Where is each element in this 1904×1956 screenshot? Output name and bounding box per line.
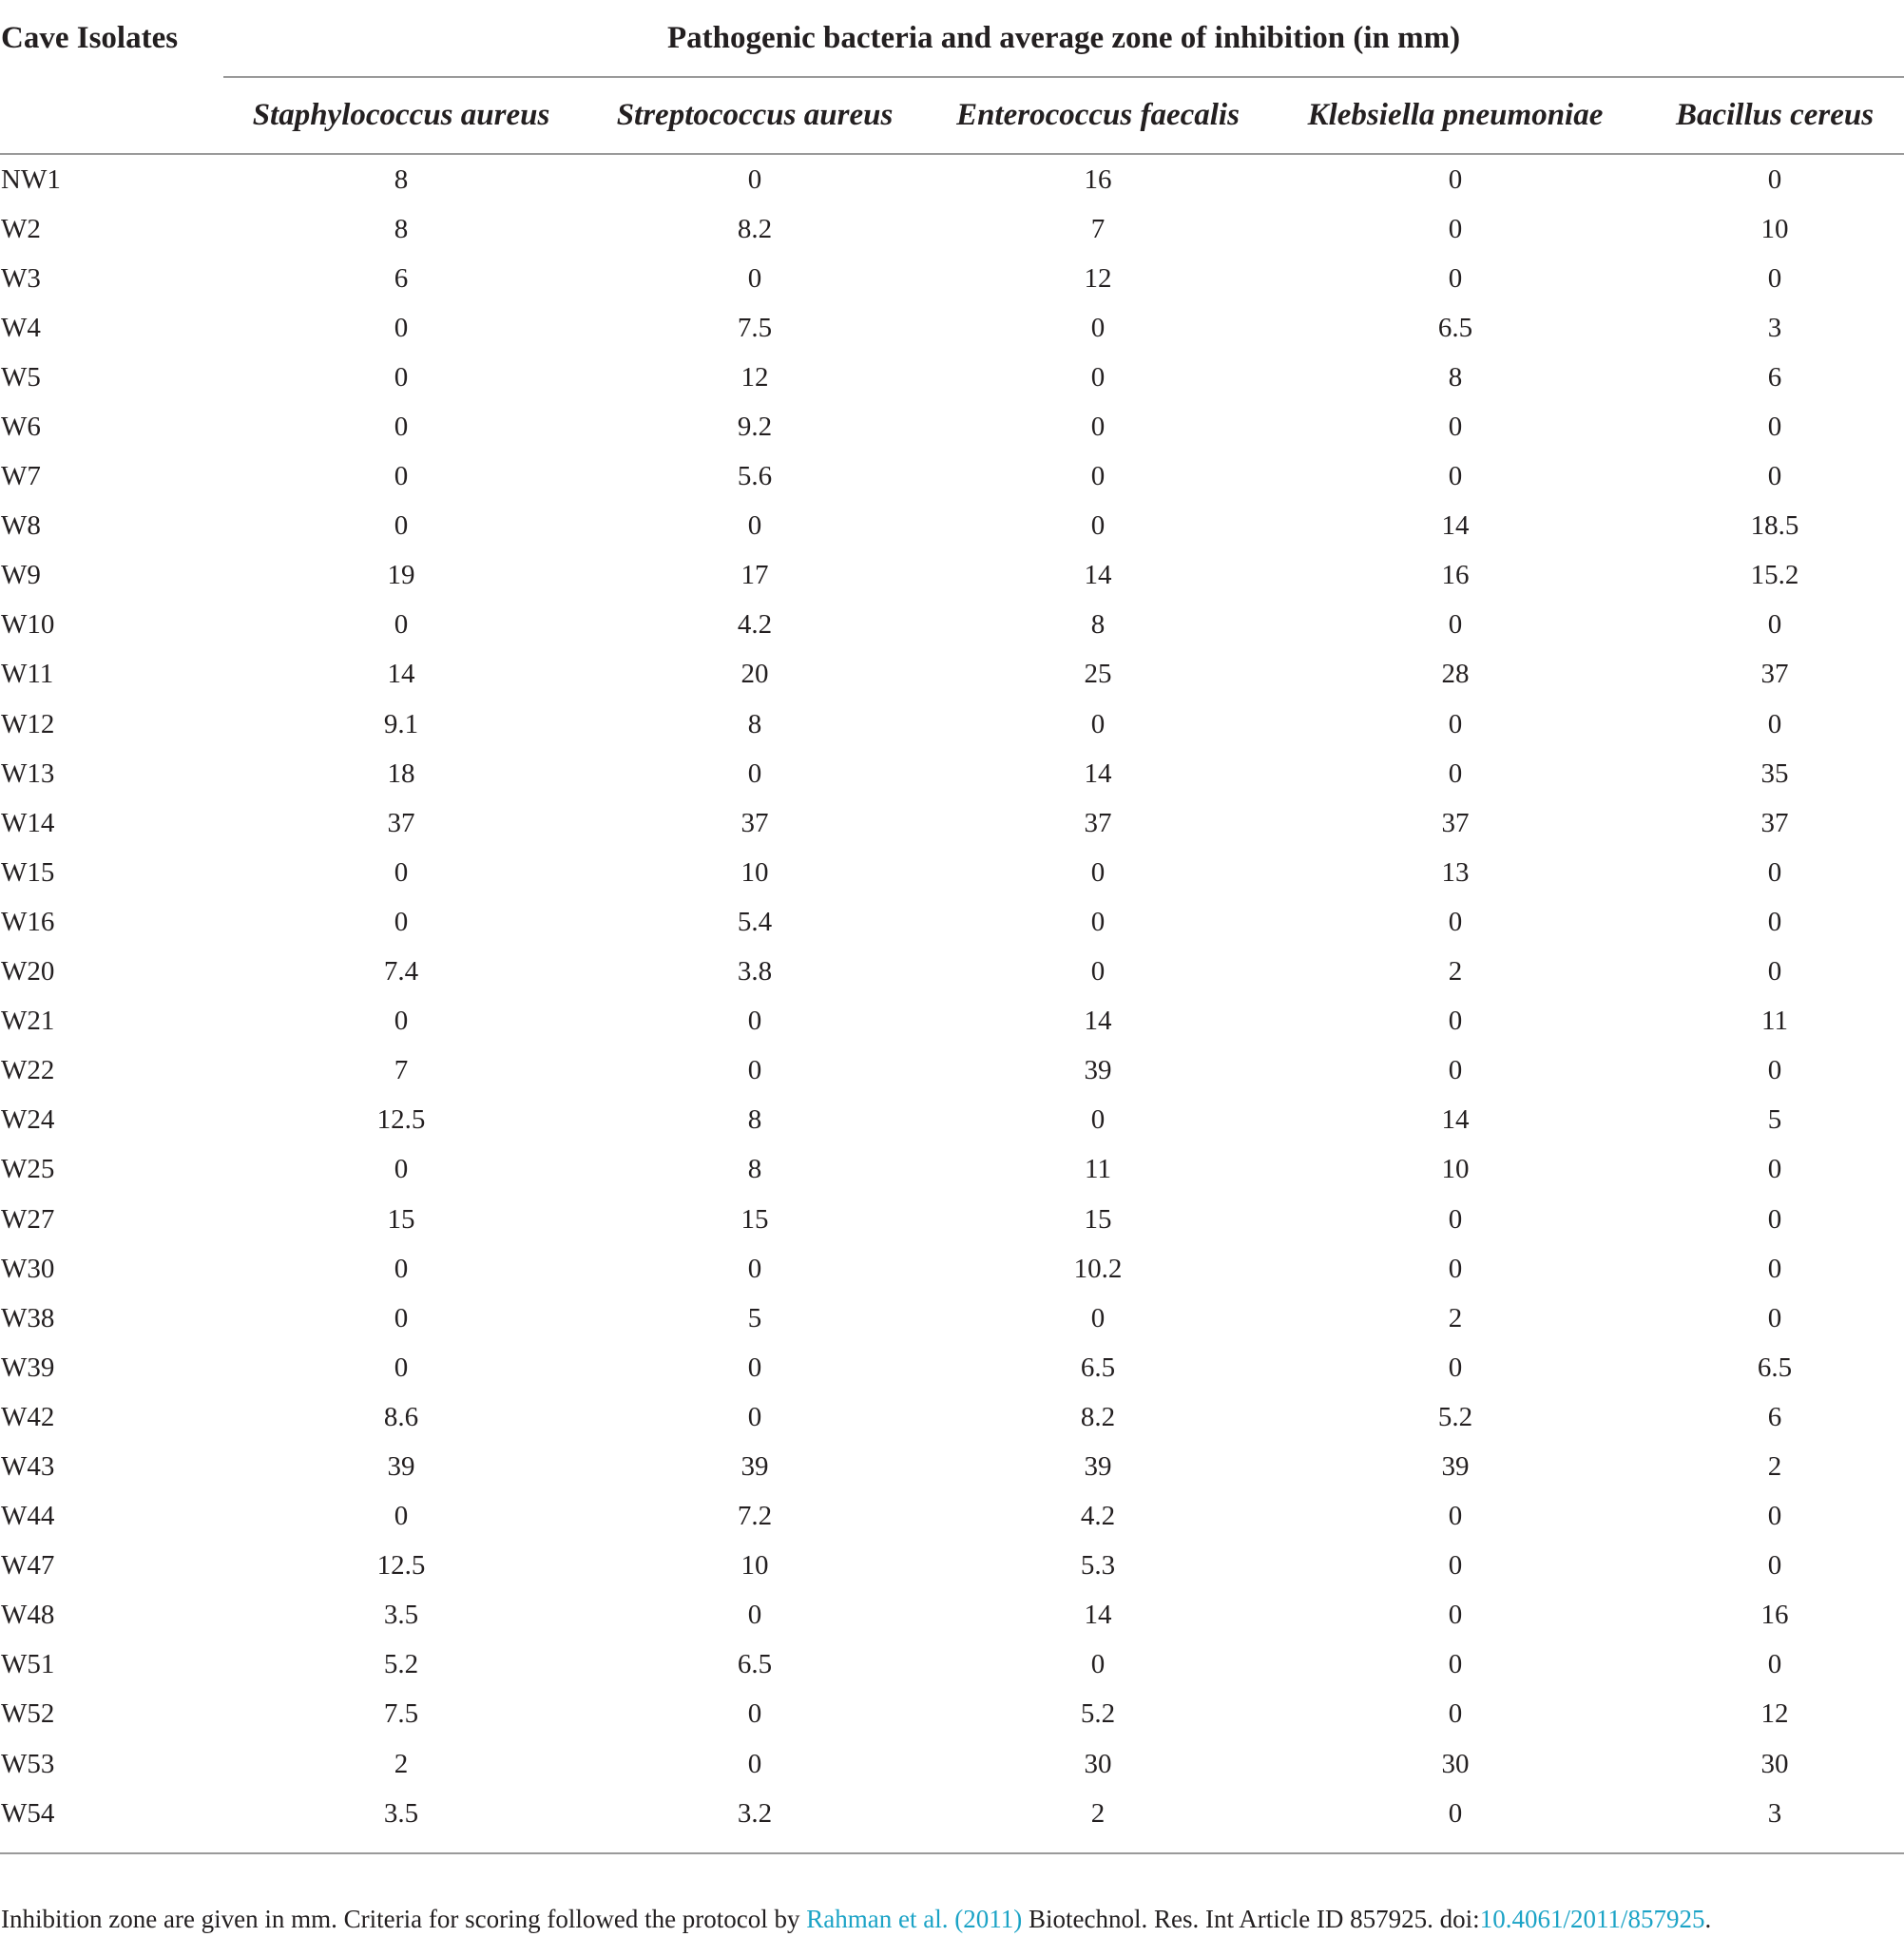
table-row xyxy=(0,551,1904,601)
value-cell: 6.5 xyxy=(1437,312,1473,343)
isolate-cell: W30 xyxy=(1,1253,55,1284)
table-row xyxy=(0,1343,1904,1392)
table-row xyxy=(0,254,1904,303)
value-cell: 3 xyxy=(1767,1797,1782,1829)
value-cell: 8 xyxy=(747,1154,762,1185)
value-cell: 0 xyxy=(1090,412,1106,443)
value-cell: 2 xyxy=(1448,956,1463,988)
value-cell: 0 xyxy=(1448,1600,1463,1631)
value-cell: 37 xyxy=(1760,659,1789,690)
value-cell: 17 xyxy=(740,560,769,591)
value-cell: 8.6 xyxy=(383,1401,419,1432)
value-cell: 4.2 xyxy=(1080,1501,1116,1532)
doi-link[interactable]: 10.4061/2011/857925 xyxy=(1479,1905,1705,1933)
isolate-cell: W54 xyxy=(1,1797,55,1829)
value-cell: 0 xyxy=(394,461,409,492)
value-cell: 0 xyxy=(747,1055,762,1086)
table-body xyxy=(0,154,1904,1838)
value-cell: 0 xyxy=(1448,262,1463,294)
value-cell: 7 xyxy=(1090,213,1106,244)
value-cell: 39 xyxy=(387,1450,415,1482)
isolate-cell: W22 xyxy=(1,1055,55,1086)
table-row xyxy=(0,303,1904,353)
value-cell: 0 xyxy=(1448,213,1463,244)
value-cell: 11 xyxy=(1085,1154,1111,1185)
isolate-cell: W16 xyxy=(1,906,55,937)
table-row xyxy=(0,749,1904,798)
value-cell: 0 xyxy=(394,609,409,641)
value-cell: 0 xyxy=(1767,412,1782,443)
value-cell: 5.3 xyxy=(1080,1550,1116,1582)
value-cell: 0 xyxy=(1090,856,1106,888)
species-header-klebsiella: Klebsiella pneumoniae xyxy=(1265,77,1645,154)
value-cell: 0 xyxy=(1090,461,1106,492)
value-cell: 35 xyxy=(1760,757,1789,789)
table-row xyxy=(0,1392,1904,1442)
value-cell: 0 xyxy=(1090,510,1106,542)
value-cell: 0 xyxy=(394,1501,409,1532)
value-cell: 0 xyxy=(394,1253,409,1284)
value-cell: 8 xyxy=(747,708,762,739)
table-row xyxy=(0,1145,1904,1195)
value-cell: 19 xyxy=(387,560,415,591)
species-header-streptococcus: Streptococcus aureus xyxy=(579,77,931,154)
table-row xyxy=(0,700,1904,749)
isolate-cell: W5 xyxy=(1,361,41,393)
table-row xyxy=(0,1046,1904,1096)
value-cell: 30 xyxy=(1084,1748,1112,1779)
isolate-column-header: Cave Isolates xyxy=(1,21,179,55)
value-cell: 25 xyxy=(1084,659,1112,690)
value-cell: 10 xyxy=(740,856,769,888)
value-cell: 2 xyxy=(1090,1797,1106,1829)
value-cell: 5.4 xyxy=(737,906,773,937)
isolate-cell: W51 xyxy=(1,1649,55,1680)
footnote-suffix: . xyxy=(1704,1905,1712,1933)
value-cell: 0 xyxy=(1090,361,1106,393)
value-cell: 0 xyxy=(1090,956,1106,988)
table-row xyxy=(0,1640,1904,1690)
value-cell: 15.2 xyxy=(1750,560,1799,591)
value-cell: 2 xyxy=(1448,1302,1463,1333)
value-cell: 12 xyxy=(1760,1698,1789,1730)
value-cell: 10 xyxy=(1441,1154,1470,1185)
isolate-cell: W12 xyxy=(1,708,55,739)
header-row-species xyxy=(0,77,1904,154)
citation-link[interactable]: Rahman et al. (2011) xyxy=(806,1905,1023,1933)
value-cell: 0 xyxy=(1767,1203,1782,1235)
value-cell: 0 xyxy=(1090,906,1106,937)
value-cell: 0 xyxy=(394,1352,409,1383)
table-row xyxy=(0,1739,1904,1789)
table-row xyxy=(0,997,1904,1046)
value-cell: 7 xyxy=(394,1055,409,1086)
value-cell: 0 xyxy=(747,1600,762,1631)
table-row xyxy=(0,1542,1904,1591)
value-cell: 10.2 xyxy=(1073,1253,1123,1284)
value-cell: 0 xyxy=(1767,1055,1782,1086)
isolate-cell: W20 xyxy=(1,956,55,988)
isolate-cell: NW1 xyxy=(1,163,61,195)
value-cell: 3.2 xyxy=(737,1797,773,1829)
value-cell: 0 xyxy=(1448,163,1463,195)
value-cell: 0 xyxy=(394,312,409,343)
table-row xyxy=(0,948,1904,997)
footnote-prefix: Inhibition zone are given in mm. Criteria for scoring followed the protocol by xyxy=(1,1905,807,1933)
value-cell: 14 xyxy=(1441,510,1470,542)
value-cell: 0 xyxy=(1767,856,1782,888)
value-cell: 0 xyxy=(1767,956,1782,988)
value-cell: 5.2 xyxy=(1080,1698,1116,1730)
table-row xyxy=(0,154,1904,204)
value-cell: 12.5 xyxy=(376,1104,426,1136)
value-cell: 7.2 xyxy=(737,1501,773,1532)
table-row xyxy=(0,502,1904,551)
value-cell: 6 xyxy=(394,262,409,294)
value-cell: 5.2 xyxy=(1437,1401,1473,1432)
value-cell: 0 xyxy=(1448,1649,1463,1680)
table-row xyxy=(0,353,1904,402)
isolate-cell: W7 xyxy=(1,461,41,492)
value-cell: 14 xyxy=(1084,1006,1112,1037)
value-cell: 16 xyxy=(1441,560,1470,591)
value-cell: 6.5 xyxy=(1080,1352,1116,1383)
value-cell: 0 xyxy=(747,510,762,542)
value-cell: 0 xyxy=(747,1253,762,1284)
value-cell: 6 xyxy=(1767,1401,1782,1432)
value-cell: 28 xyxy=(1441,659,1470,690)
isolate-cell: W48 xyxy=(1,1600,55,1631)
isolate-cell: W42 xyxy=(1,1401,55,1432)
value-cell: 0 xyxy=(394,361,409,393)
table-row xyxy=(0,1690,1904,1739)
value-cell: 0 xyxy=(747,1006,762,1037)
value-cell: 8 xyxy=(394,213,409,244)
species-header-bacillus: Bacillus cereus xyxy=(1645,77,1904,154)
value-cell: 0 xyxy=(747,1352,762,1383)
value-cell: 6.5 xyxy=(1757,1352,1793,1383)
value-cell: 0 xyxy=(1767,1550,1782,1582)
isolate-cell: W11 xyxy=(1,659,54,690)
value-cell: 39 xyxy=(1084,1450,1112,1482)
value-cell: 10 xyxy=(740,1550,769,1582)
value-cell: 8.2 xyxy=(1080,1401,1116,1432)
value-cell: 0 xyxy=(1448,757,1463,789)
value-cell: 5 xyxy=(1767,1104,1782,1136)
value-cell: 37 xyxy=(1760,807,1789,838)
table-row xyxy=(0,1195,1904,1244)
value-cell: 9.2 xyxy=(737,412,773,443)
value-cell: 37 xyxy=(1084,807,1112,838)
isolate-cell: W14 xyxy=(1,807,55,838)
isolate-cell: W8 xyxy=(1,510,41,542)
isolate-cell: W25 xyxy=(1,1154,55,1185)
value-cell: 37 xyxy=(1441,807,1470,838)
value-cell: 9.1 xyxy=(383,708,419,739)
value-cell: 12.5 xyxy=(376,1550,426,1582)
isolate-cell: W53 xyxy=(1,1748,55,1779)
value-cell: 0 xyxy=(1767,461,1782,492)
value-cell: 0 xyxy=(1448,1352,1463,1383)
value-cell: 0 xyxy=(1767,609,1782,641)
value-cell: 0 xyxy=(394,906,409,937)
value-cell: 0 xyxy=(1448,461,1463,492)
isolate-cell: W24 xyxy=(1,1104,55,1136)
table-row xyxy=(0,204,1904,254)
value-cell: 8 xyxy=(747,1104,762,1136)
value-cell: 0 xyxy=(1448,1253,1463,1284)
isolate-cell: W10 xyxy=(1,609,55,641)
header-row-group xyxy=(0,0,1904,77)
isolate-cell: W38 xyxy=(1,1302,55,1333)
value-cell: 15 xyxy=(387,1203,415,1235)
value-cell: 0 xyxy=(1767,1154,1782,1185)
value-cell: 0 xyxy=(747,262,762,294)
value-cell: 0 xyxy=(394,856,409,888)
table-row xyxy=(0,452,1904,502)
table-row xyxy=(0,897,1904,947)
value-cell: 0 xyxy=(747,1698,762,1730)
value-cell: 6.5 xyxy=(737,1649,773,1680)
value-cell: 0 xyxy=(1448,708,1463,739)
table-row xyxy=(0,1789,1904,1838)
isolate-cell: W6 xyxy=(1,412,41,443)
isolate-cell: W4 xyxy=(1,312,41,343)
value-cell: 3.8 xyxy=(737,956,773,988)
isolate-cell: W21 xyxy=(1,1006,55,1037)
value-cell: 0 xyxy=(394,510,409,542)
value-cell: 37 xyxy=(387,807,415,838)
isolate-cell: W9 xyxy=(1,560,41,591)
value-cell: 0 xyxy=(1767,1302,1782,1333)
isolate-cell: W39 xyxy=(1,1352,55,1383)
table-row xyxy=(0,1096,1904,1145)
value-cell: 0 xyxy=(1090,1302,1106,1333)
value-cell: 5.2 xyxy=(383,1649,419,1680)
value-cell: 3 xyxy=(1767,312,1782,343)
value-cell: 14 xyxy=(1084,757,1112,789)
value-cell: 16 xyxy=(1084,163,1112,195)
value-cell: 0 xyxy=(1090,1104,1106,1136)
value-cell: 0 xyxy=(1090,1649,1106,1680)
value-cell: 37 xyxy=(740,807,769,838)
value-cell: 7.4 xyxy=(383,956,419,988)
value-cell: 0 xyxy=(1090,312,1106,343)
value-cell: 4.2 xyxy=(737,609,773,641)
value-cell: 30 xyxy=(1441,1748,1470,1779)
value-cell: 0 xyxy=(747,757,762,789)
value-cell: 2 xyxy=(1767,1450,1782,1482)
footnote-middle: Biotechnol. Res. Int Article ID 857925. doi: xyxy=(1022,1905,1480,1933)
value-cell: 0 xyxy=(394,1154,409,1185)
header-spacer xyxy=(0,77,223,154)
value-cell: 0 xyxy=(1090,708,1106,739)
value-cell: 0 xyxy=(394,1302,409,1333)
value-cell: 3.5 xyxy=(383,1600,419,1631)
value-cell: 0 xyxy=(1767,262,1782,294)
value-cell: 3.5 xyxy=(383,1797,419,1829)
value-cell: 14 xyxy=(1084,1600,1112,1631)
value-cell: 18.5 xyxy=(1750,510,1799,542)
value-cell: 7.5 xyxy=(737,312,773,343)
value-cell: 0 xyxy=(1767,1253,1782,1284)
value-cell: 0 xyxy=(1448,1698,1463,1730)
value-cell: 2 xyxy=(394,1748,409,1779)
species-header-enterococcus: Enterococcus faecalis xyxy=(931,77,1265,154)
table-row xyxy=(0,798,1904,848)
table-row xyxy=(0,1244,1904,1294)
value-cell: 10 xyxy=(1760,213,1789,244)
value-cell: 0 xyxy=(1448,1055,1463,1086)
value-cell: 12 xyxy=(740,361,769,393)
value-cell: 30 xyxy=(1760,1748,1789,1779)
value-cell: 0 xyxy=(747,1401,762,1432)
value-cell: 16 xyxy=(1760,1600,1789,1631)
value-cell: 0 xyxy=(1767,906,1782,937)
value-cell: 13 xyxy=(1441,856,1470,888)
value-cell: 0 xyxy=(1448,609,1463,641)
value-cell: 39 xyxy=(1084,1055,1112,1086)
value-cell: 0 xyxy=(1448,1203,1463,1235)
value-cell: 20 xyxy=(740,659,769,690)
species-header-staphylococcus: Staphylococcus aureus xyxy=(223,77,579,154)
value-cell: 15 xyxy=(740,1203,769,1235)
value-cell: 0 xyxy=(1448,412,1463,443)
value-cell: 6 xyxy=(1767,361,1782,393)
value-cell: 12 xyxy=(1084,262,1112,294)
isolate-cell: W43 xyxy=(1,1450,55,1482)
value-cell: 14 xyxy=(1084,560,1112,591)
value-cell: 8 xyxy=(1448,361,1463,393)
value-cell: 0 xyxy=(1448,1550,1463,1582)
value-cell: 39 xyxy=(1441,1450,1470,1482)
isolate-cell: W44 xyxy=(1,1501,55,1532)
value-cell: 0 xyxy=(1767,708,1782,739)
table-row xyxy=(0,1442,1904,1491)
value-cell: 0 xyxy=(394,412,409,443)
value-cell: 39 xyxy=(740,1450,769,1482)
value-cell: 18 xyxy=(387,757,415,789)
isolate-cell: W52 xyxy=(1,1698,55,1730)
value-cell: 0 xyxy=(747,163,762,195)
table-row xyxy=(0,1591,1904,1640)
value-cell: 0 xyxy=(1767,1649,1782,1680)
value-cell: 14 xyxy=(1441,1104,1470,1136)
isolate-cell: W15 xyxy=(1,856,55,888)
table-row xyxy=(0,402,1904,451)
table-row xyxy=(0,1294,1904,1343)
value-cell: 0 xyxy=(1448,1006,1463,1037)
value-cell: 0 xyxy=(1767,1501,1782,1532)
value-cell: 14 xyxy=(387,659,415,690)
isolate-cell: W47 xyxy=(1,1550,55,1582)
value-cell: 7.5 xyxy=(383,1698,419,1730)
table-footnote xyxy=(1,1905,1711,1934)
value-cell: 0 xyxy=(394,1006,409,1037)
table-row xyxy=(0,848,1904,897)
value-cell: 11 xyxy=(1761,1006,1788,1037)
table-row xyxy=(0,650,1904,700)
value-cell: 8 xyxy=(394,163,409,195)
value-cell: 5.6 xyxy=(737,461,773,492)
isolate-cell: W2 xyxy=(1,213,41,244)
isolate-cell: W27 xyxy=(1,1203,55,1235)
table-row xyxy=(0,1492,1904,1542)
value-cell: 0 xyxy=(1767,163,1782,195)
value-cell: 0 xyxy=(747,1748,762,1779)
pathogen-group-header: Pathogenic bacteria and average zone of inhibition (in mm) xyxy=(666,20,1461,55)
value-cell: 0 xyxy=(1448,1797,1463,1829)
value-cell: 8 xyxy=(1090,609,1106,641)
isolate-cell: W13 xyxy=(1,757,55,789)
value-cell: 0 xyxy=(1448,906,1463,937)
value-cell: 8.2 xyxy=(737,213,773,244)
value-cell: 15 xyxy=(1084,1203,1112,1235)
table-bottom-rule xyxy=(0,1852,1904,1854)
table-row xyxy=(0,601,1904,650)
isolate-cell: W3 xyxy=(1,262,41,294)
value-cell: 5 xyxy=(747,1302,762,1333)
value-cell: 0 xyxy=(1448,1501,1463,1532)
